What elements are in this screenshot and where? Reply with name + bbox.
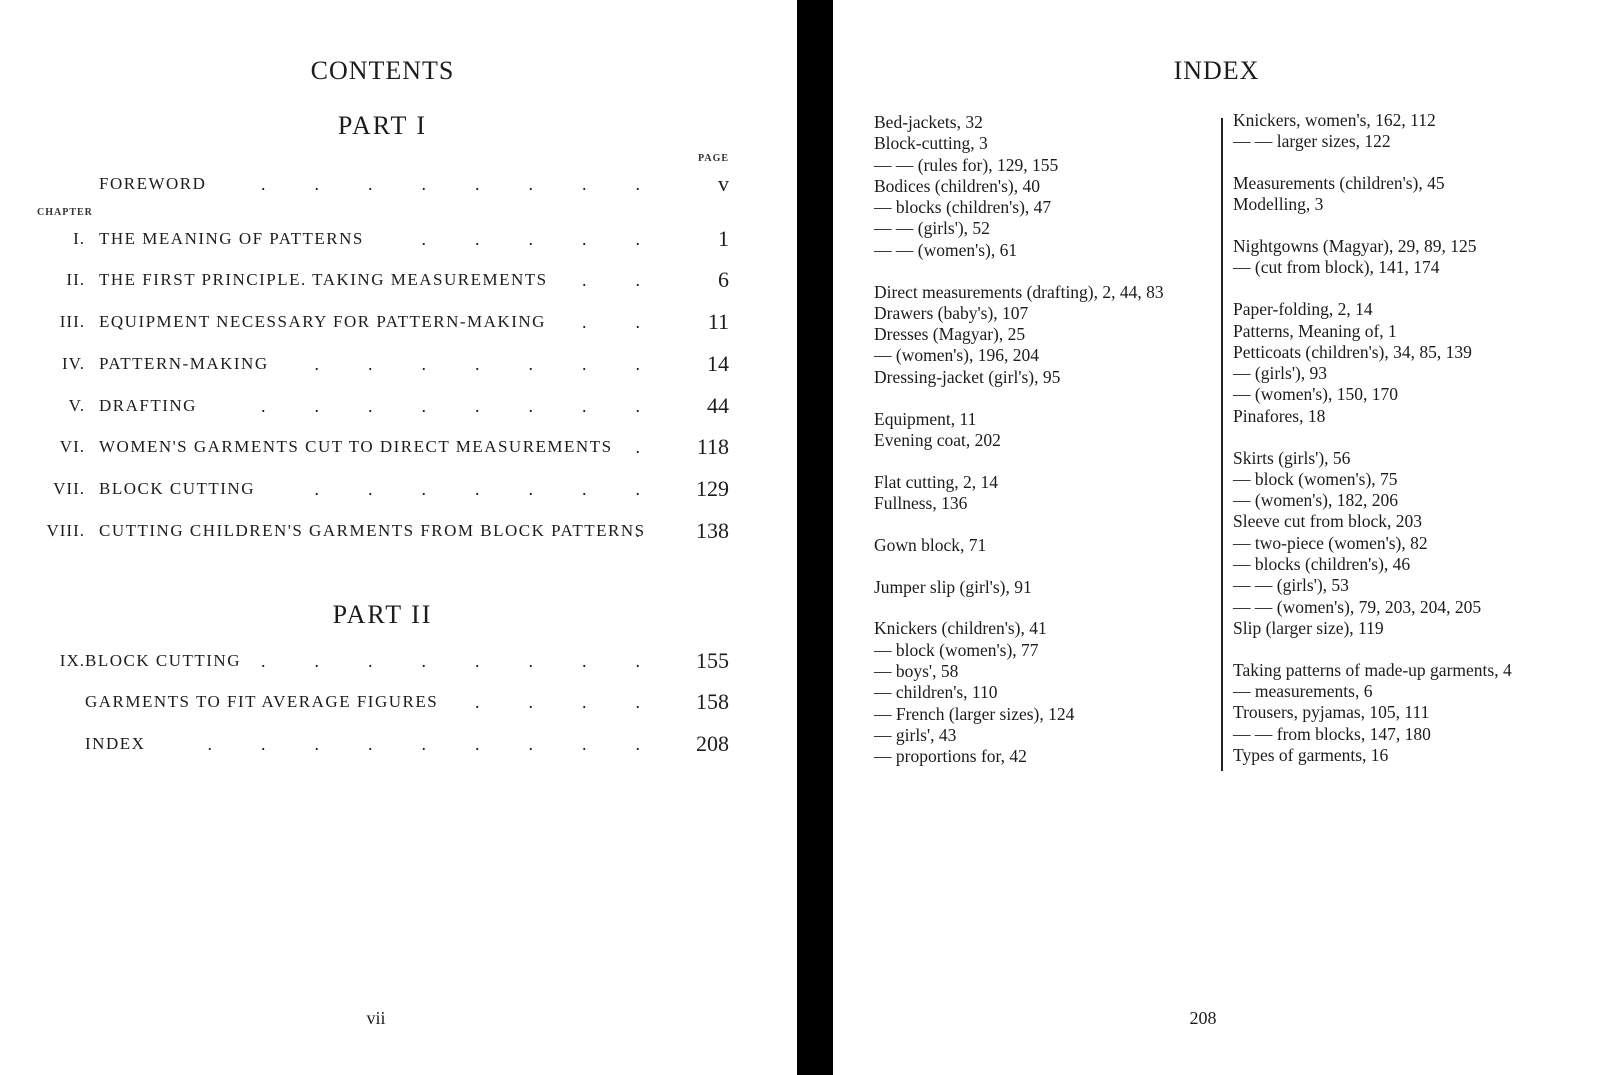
index-entry: Nightgowns (Magyar), 29, 89, 125 (1233, 236, 1477, 257)
index-entry: — measurements, 6 (1233, 681, 1373, 702)
index-entry: Equipment, 11 (874, 408, 977, 429)
index-group-gap (874, 261, 1164, 282)
index-page (833, 0, 1600, 1075)
page-number: 208 (696, 731, 729, 756)
index-entry: Taking patterns of made-up garments, 4 (1233, 659, 1512, 680)
index-entry: — — (women's), 79, 203, 204, 205 (1233, 596, 1482, 617)
index-entry: Sleeve cut from block, 203 (1233, 511, 1423, 532)
index-entry: Skirts (girls'), 56 (1233, 447, 1351, 468)
page-number: 44 (707, 393, 729, 418)
page-number: 158 (696, 689, 729, 714)
index-entry: Paper-folding, 2, 14 (1233, 299, 1373, 320)
chapter-title: THE FIRST PRINCIPLE. TAKING MEASUREMENTS (99, 270, 548, 289)
leader-dots: ....... (314, 354, 689, 374)
index-entry: Gown block, 71 (874, 534, 987, 555)
leader-dots: ......... (207, 734, 689, 754)
index-entry: — (girls'), 93 (1233, 363, 1328, 384)
toc-row (0, 309, 797, 342)
contents-title: CONTENTS (310, 56, 455, 85)
index-entry: Bodices (children's), 40 (874, 175, 1040, 196)
index-entry: Direct measurements (drafting), 2, 44, 83 (874, 281, 1164, 302)
index-entry: — proportions for, 42 (874, 746, 1027, 767)
index-entry: Slip (larger size), 119 (1233, 617, 1384, 638)
toc-row (0, 267, 797, 300)
page-number: 6 (718, 267, 729, 292)
index-entry: Trousers, pyjamas, 105, 111 (1233, 702, 1430, 723)
index-entry: — block (women's), 75 (1233, 468, 1398, 489)
index-entry: Evening coat, 202 (874, 429, 1001, 450)
toc-row (0, 476, 797, 509)
index-entry: — children's, 110 (874, 682, 998, 703)
index-entry: — French (larger sizes), 124 (874, 703, 1075, 724)
chapter-title: BLOCK CUTTING (99, 479, 255, 498)
page-folio: vii (366, 1008, 386, 1028)
chapter-number: I. (73, 229, 85, 248)
leader-dots: .. (582, 270, 689, 290)
index-group-gap (1233, 216, 1512, 237)
page-number: v (718, 171, 729, 196)
chapter-title: GARMENTS TO FIT AVERAGE FIGURES (85, 692, 439, 711)
index-entry: Modelling, 3 (1233, 194, 1324, 215)
toc-row (0, 731, 797, 764)
chapter-number: II. (66, 270, 85, 289)
page-number: 138 (696, 518, 729, 543)
contents-page (0, 0, 797, 1075)
index-entry: — (cut from block), 141, 174 (1233, 257, 1440, 278)
leader-dots: .. (582, 312, 689, 332)
index-entry: — blocks (children's), 47 (874, 197, 1052, 218)
index-entry: — (women's), 196, 204 (874, 345, 1040, 366)
leader-dots: .... (475, 692, 689, 712)
index-entry: — (women's), 182, 206 (1233, 490, 1399, 511)
index-entry: Knickers (children's), 41 (874, 618, 1047, 639)
toc-row (0, 434, 797, 467)
toc-row (0, 226, 797, 259)
index-entry: — — from blocks, 147, 180 (1233, 723, 1431, 744)
index-entry: — — (girls'), 52 (874, 218, 990, 239)
index-group-gap (874, 556, 1164, 577)
index-title: INDEX (1173, 56, 1260, 85)
index-entry: Bed-jackets, 32 (874, 112, 983, 132)
index-entry: — girls', 43 (874, 724, 957, 745)
index-entry: Measurements (children's), 45 (1233, 173, 1445, 194)
index-entry: Flat cutting, 2, 14 (874, 471, 998, 492)
index-column-left (874, 112, 1164, 767)
toc-row (0, 689, 797, 722)
leader-dots: ........ (261, 174, 689, 194)
index-entry: Petticoats (children's), 34, 85, 139 (1233, 341, 1472, 362)
index-column-right (1233, 110, 1512, 766)
index-group-gap (874, 451, 1164, 472)
index-group-gap (874, 388, 1164, 409)
chapter-number: VII. (53, 479, 85, 498)
index-entry: — block (women's), 77 (874, 639, 1039, 660)
index-entry: — boys', 58 (874, 660, 959, 681)
leader-dots: . (635, 521, 689, 541)
chapter-number: IX. (59, 651, 85, 670)
index-group-gap (1233, 639, 1512, 660)
chapter-number: III. (59, 312, 85, 331)
part-two-heading: PART II (332, 600, 433, 629)
index-entry: Knickers, women's, 162, 112 (1233, 110, 1436, 130)
toc-row (0, 171, 797, 204)
chapter-number: V. (68, 396, 85, 415)
index-entry: Pinafores, 18 (1233, 405, 1326, 426)
leader-dots: ..... (421, 229, 689, 249)
index-entry: Fullness, 136 (874, 492, 968, 513)
index-entry: Drawers (baby's), 107 (874, 302, 1029, 323)
toc-row (0, 351, 797, 384)
leader-dots: ........ (261, 651, 689, 671)
index-group-gap (874, 514, 1164, 535)
page-folio: 208 (1189, 1008, 1217, 1028)
index-entry: — — (girls'), 53 (1233, 575, 1349, 596)
index-group-gap (1233, 427, 1512, 448)
chapter-title: DRAFTING (99, 396, 197, 415)
index-entry: — — (women's), 61 (874, 239, 1018, 260)
index-group-gap (1233, 153, 1512, 174)
index-entry: Dresses (Magyar), 25 (874, 324, 1026, 345)
index-entry: — blocks (children's), 46 (1233, 554, 1411, 575)
leader-dots: ........ (261, 396, 689, 416)
index-entry: — (women's), 150, 170 (1233, 384, 1399, 405)
toc-row (0, 648, 797, 681)
chapter-title: INDEX (85, 734, 146, 753)
chapter-number: IV. (62, 354, 85, 373)
part-one-heading: PART I (337, 111, 428, 140)
index-entry: — — (rules for), 129, 155 (874, 154, 1059, 175)
index-entry: — — larger sizes, 122 (1233, 131, 1391, 152)
chapter-title: WOMEN'S GARMENTS CUT TO DIRECT MEASUREMENTS (99, 437, 613, 456)
leader-dots: . (635, 437, 689, 457)
index-entry: Patterns, Meaning of, 1 (1233, 320, 1397, 341)
chapter-title: CUTTING CHILDREN'S GARMENTS FROM BLOCK PATTERNS (99, 521, 646, 540)
page-number: 129 (696, 476, 729, 501)
leader-dots: ....... (314, 479, 689, 499)
chapter-title: BLOCK CUTTING (85, 651, 241, 670)
page-number: 1 (718, 226, 729, 251)
chapter-column-label: CHAPTER (37, 207, 93, 218)
toc-row (0, 393, 797, 426)
toc-row (0, 518, 797, 551)
page-number: 14 (707, 351, 729, 376)
index-group-gap (874, 598, 1164, 619)
page-column-label: PAGE (698, 153, 730, 164)
page-number: 118 (696, 434, 729, 459)
chapter-number: VI. (59, 437, 85, 456)
index-entry: — two-piece (women's), 82 (1233, 532, 1428, 553)
chapter-number: VIII. (46, 521, 85, 540)
index-entry: Jumper slip (girl's), 91 (874, 576, 1032, 597)
page-number: 155 (696, 648, 729, 673)
chapter-title: FOREWORD (99, 174, 207, 193)
chapter-title: THE MEANING OF PATTERNS (99, 229, 364, 248)
chapter-title: PATTERN-MAKING (99, 354, 269, 373)
index-entry: Dressing-jacket (girl's), 95 (874, 366, 1061, 387)
column-divider (1221, 118, 1223, 771)
index-entry: Types of garments, 16 (1233, 744, 1389, 765)
index-group-gap (1233, 279, 1512, 300)
page-number: 11 (707, 309, 729, 334)
chapter-title: EQUIPMENT NECESSARY FOR PATTERN-MAKING (99, 312, 546, 331)
index-entry: Block-cutting, 3 (874, 133, 988, 154)
